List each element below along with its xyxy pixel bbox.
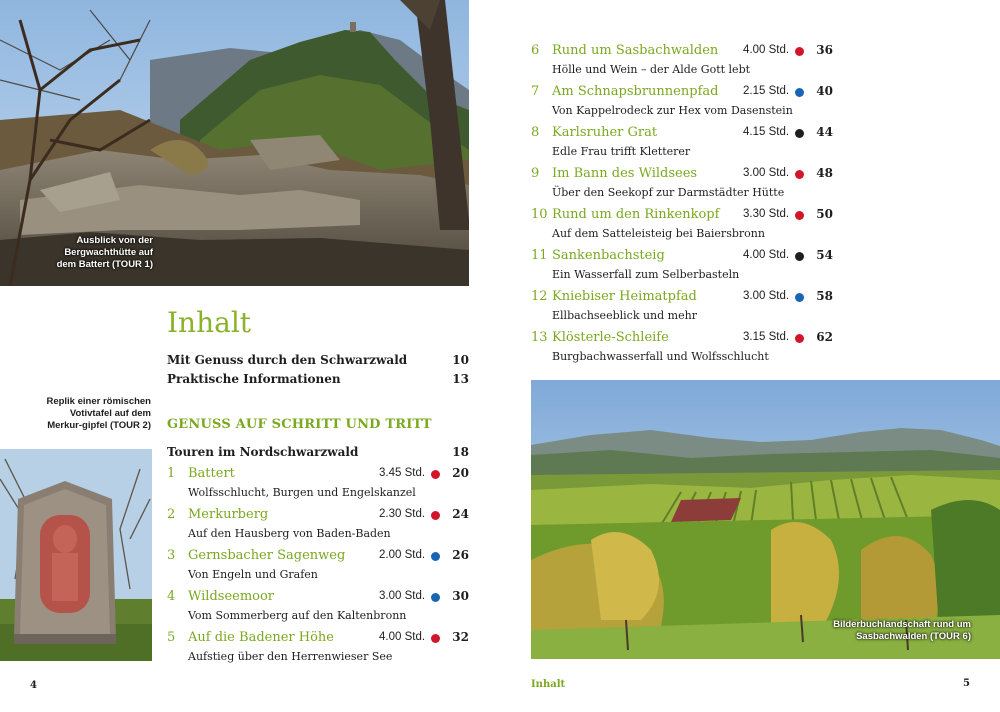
tour-duration: 2.30 Std.: [379, 508, 426, 520]
tour-number: 3: [167, 548, 176, 563]
difficulty-dot-icon: [795, 334, 804, 343]
tour-entry-4[interactable]: [167, 589, 469, 625]
tour-number: 13: [531, 330, 548, 345]
tour-duration: 3.30 Std.: [743, 208, 790, 220]
tour-page: 24: [452, 507, 469, 521]
tour-name: Rund um den Rinkenkopf: [552, 207, 720, 222]
difficulty-dot-icon: [431, 552, 440, 561]
toc-entry-label: Mit Genuss durch den Schwarzwald: [167, 353, 408, 367]
toc-entry-genuss[interactable]: [167, 353, 469, 367]
difficulty-dot-icon: [431, 511, 440, 520]
tour-entry-5[interactable]: [167, 630, 469, 666]
tour-duration: 3.00 Std.: [743, 167, 790, 179]
toc-subsection-label: Touren im Nordschwarzwald: [167, 445, 359, 459]
tour-subtitle: Edle Frau trifft Kletterer: [552, 145, 691, 158]
tour-number: 12: [531, 289, 548, 304]
toc-entry-label: Praktische Informationen: [167, 372, 341, 386]
tour-duration: 4.00 Std.: [379, 631, 426, 643]
tour-name: Merkurberg: [188, 507, 269, 522]
tour-page: 20: [452, 466, 469, 480]
tour-entry-1[interactable]: [167, 466, 469, 502]
tour-duration: 4.15 Std.: [743, 126, 790, 138]
battert-photo: [0, 0, 469, 286]
tour-page: 50: [816, 207, 833, 221]
section-heading: GENUSS AUF SCHRITT UND TRITT: [167, 417, 432, 432]
tour-subtitle: Vom Sommerberg auf den Kaltenbronn: [188, 609, 407, 622]
tour-entry-3[interactable]: [167, 548, 469, 584]
tour-subtitle: Von Kappelrodeck zur Hex vom Dasenstein: [552, 104, 793, 117]
tour-name: Im Bann des Wildsees: [552, 166, 698, 181]
toc-subsection-page: 18: [452, 445, 469, 459]
tour-number: 10: [531, 207, 548, 222]
difficulty-dot-icon: [795, 129, 804, 138]
tour-name: Rund um Sasbachwalden: [552, 43, 719, 58]
tour-entry-7[interactable]: [531, 84, 833, 120]
difficulty-dot-icon: [795, 47, 804, 56]
tour-page: 44: [816, 125, 833, 139]
votivtafel-caption: Replik einer römischen Votivtafel auf dem Merkur-gipfel (TOUR 2): [46, 396, 151, 431]
right-page-number: 5: [963, 678, 970, 689]
toc-entry-page: 13: [452, 372, 469, 386]
tour-number: 9: [531, 166, 540, 181]
tour-number: 8: [531, 125, 540, 140]
tour-name: Klösterle-Schleife: [552, 330, 669, 345]
left-page-number: 4: [30, 680, 37, 691]
tour-subtitle: Ein Wasserfall zum Selberbasteln: [552, 268, 740, 281]
tour-entry-10[interactable]: [531, 207, 833, 243]
tour-duration: 2.00 Std.: [379, 549, 426, 561]
tour-subtitle: Auf den Hausberg von Baden-Baden: [188, 527, 391, 540]
difficulty-dot-icon: [795, 170, 804, 179]
tour-entry-6[interactable]: [531, 43, 833, 79]
tour-page: 40: [816, 84, 833, 98]
tour-duration: 3.00 Std.: [379, 590, 426, 602]
tour-page: 36: [816, 43, 833, 57]
tour-number: 2: [167, 507, 176, 522]
tour-subtitle: Hölle und Wein – der Alde Gott lebt: [552, 63, 751, 76]
footer-section-label: Inhalt: [531, 679, 566, 690]
difficulty-dot-icon: [431, 593, 440, 602]
tour-name: Sankenbachsteig: [552, 248, 665, 263]
tour-number: 1: [167, 466, 176, 481]
tour-entry-13[interactable]: [531, 330, 833, 366]
tour-number: 4: [167, 589, 176, 604]
tour-name: Auf die Badener Höhe: [188, 630, 334, 645]
tour-duration: 3.00 Std.: [743, 290, 790, 302]
tour-subtitle: Burgbachwasserfall und Wolfsschlucht: [552, 350, 769, 363]
tour-duration: 4.00 Std.: [743, 249, 790, 261]
votivtafel-image: [0, 449, 152, 661]
tour-page: 54: [816, 248, 833, 262]
battert-photo-caption: Ausblick von der Bergwachthütte auf dem Battert (TOUR 1): [56, 235, 153, 270]
tour-entry-9[interactable]: [531, 166, 833, 202]
tour-name: Am Schnapsbrunnenpfad: [552, 84, 719, 99]
tour-name: Wildseemoor: [188, 589, 275, 604]
page-title: Inhalt: [167, 306, 252, 339]
tour-subtitle: Ellbachseeblick und mehr: [552, 309, 697, 322]
tour-subtitle: Wolfsschlucht, Burgen und Engelskanzel: [188, 486, 416, 499]
tour-entry-8[interactable]: [531, 125, 833, 161]
tour-duration: 3.45 Std.: [379, 467, 426, 479]
tour-number: 5: [167, 630, 176, 645]
toc-subsection-nordschwarzwald[interactable]: [167, 445, 469, 459]
toc-entry-page: 10: [452, 353, 469, 367]
tour-entry-11[interactable]: [531, 248, 833, 284]
tour-entry-2[interactable]: [167, 507, 469, 543]
tour-number: 11: [531, 248, 548, 263]
difficulty-dot-icon: [431, 470, 440, 479]
difficulty-dot-icon: [795, 293, 804, 302]
tour-name: Battert: [188, 466, 235, 481]
tour-duration: 4.00 Std.: [743, 44, 790, 56]
tour-page: 26: [452, 548, 469, 562]
tour-number: 7: [531, 84, 540, 99]
tour-subtitle: Von Engeln und Grafen: [188, 568, 318, 581]
toc-entry-praktische-informationen[interactable]: [167, 372, 469, 386]
difficulty-dot-icon: [795, 88, 804, 97]
vineyard-photo: [531, 380, 1000, 659]
tour-page: 32: [452, 630, 469, 644]
tour-subtitle: Über den Seekopf zur Darmstädter Hütte: [552, 186, 785, 199]
tour-subtitle: Auf dem Satteleisteig bei Baiersbronn: [552, 227, 765, 240]
tour-page: 58: [816, 289, 833, 303]
tour-number: 6: [531, 43, 540, 58]
difficulty-dot-icon: [795, 211, 804, 220]
tour-page: 30: [452, 589, 469, 603]
tour-duration: 3.15 Std.: [743, 331, 790, 343]
vineyard-landscape-image: [531, 380, 1000, 659]
tour-name: Kniebiser Heimatpfad: [552, 289, 697, 304]
votivtafel-photo: [0, 449, 152, 661]
tour-page: 62: [816, 330, 833, 344]
difficulty-dot-icon: [431, 634, 440, 643]
tour-duration: 2.15 Std.: [743, 85, 790, 97]
difficulty-dot-icon: [795, 252, 804, 261]
tour-subtitle: Aufstieg über den Herrenwieser See: [188, 650, 393, 663]
tour-name: Gernsbacher Sagenweg: [188, 548, 346, 563]
tour-page: 48: [816, 166, 833, 180]
tour-name: Karlsruher Grat: [552, 125, 658, 140]
vineyard-photo-caption: Bilderbuchlandschaft rund um Sasbachwalden (TOUR 6): [833, 619, 971, 642]
tour-entry-12[interactable]: [531, 289, 833, 325]
